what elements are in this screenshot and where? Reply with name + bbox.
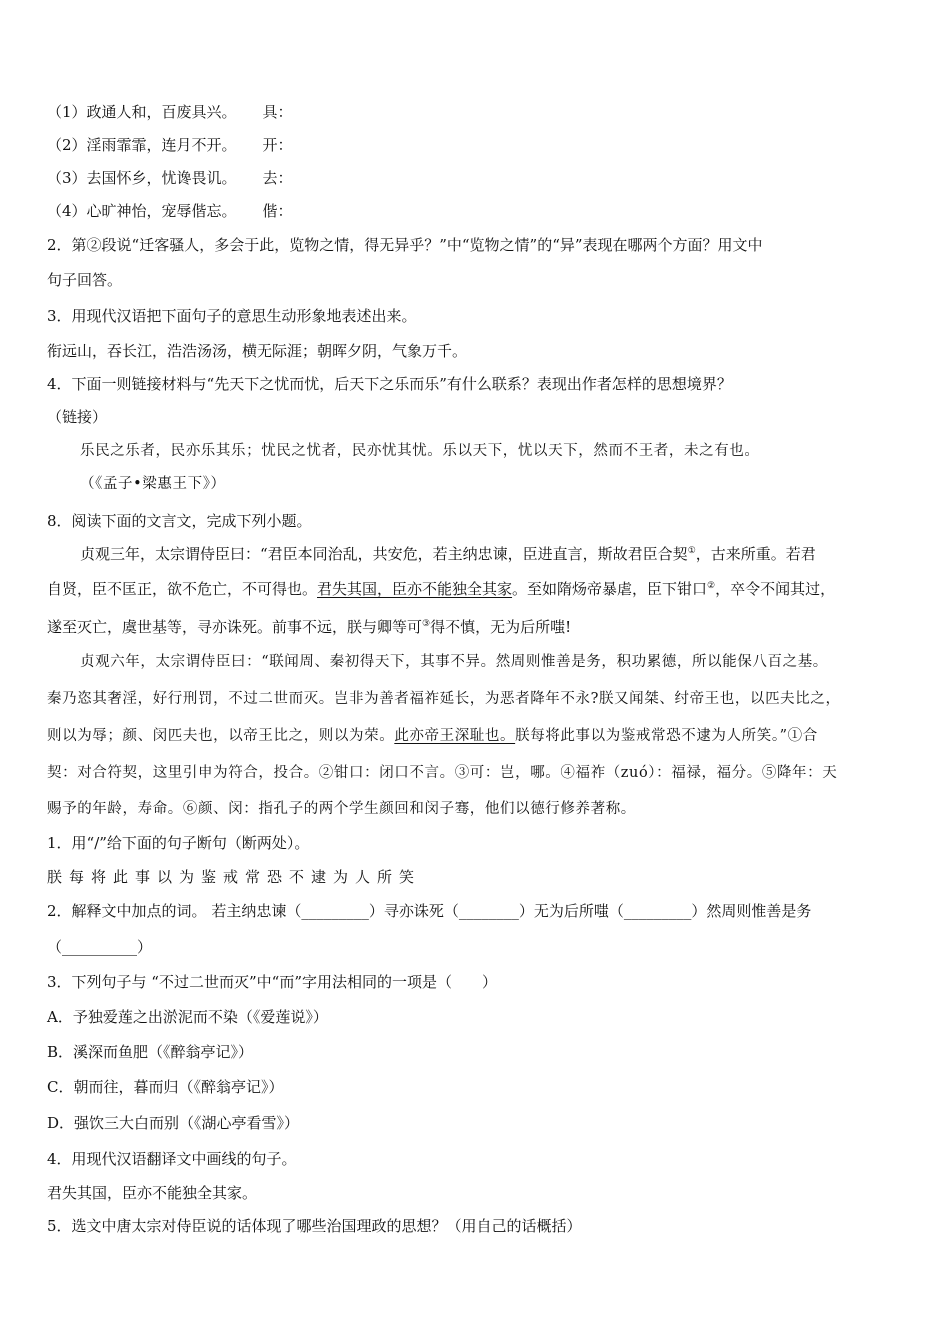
footnotes-line2: 赐予的年龄，寿命。⑥颜、闵：指孔子的两个学生颜回和闵子骞，他们以德行修养著称。 — [47, 801, 636, 817]
question-2-line1: 2．第②段说“迁客骚人，多会于此，览物之情，得无异乎？”中“览物之情”的“异”表现在哪两个方面？用文中 — [47, 236, 763, 254]
footnotes-line1: 契：对合符契，这里引申为符合，投合。②钳口：闭口不言。③可：岂，哪。④福祚（zuó）：福禄，福分。⑤降年：天 — [47, 765, 838, 781]
vocab-item-1 — [47, 101, 293, 123]
link-source: （《孟子•梁惠王下》） — [80, 476, 226, 492]
vocab-item-4 — [47, 200, 293, 222]
vocab-item-3 — [47, 167, 293, 189]
question-8-title: 8．阅读下面的文言文，完成下列小题。 — [47, 512, 312, 530]
question-3-prompt: 3．用现代汉语把下面句子的意思生动形象地表述出来。 — [47, 307, 417, 325]
passage-2-line2: 秦乃恣其奢淫，好行刑罚，不过二世而灭。岂非为善者福祚延长，为恶者降年不永?朕又闻桀、纣帝王也，以匹夫比之， — [47, 691, 841, 707]
sub-question-1-text: 朕每将此事以为鉴戒常恐不逮为人所笑 — [47, 868, 422, 886]
sub-question-1-prompt: 1．用“/”给下面的句子断句（断两处）。 — [47, 834, 310, 852]
sub-question-4-prompt: 4．用现代汉语翻译文中画线的句子。 — [47, 1150, 297, 1168]
question-4-prompt: 4．下面一则链接材料与“先天下之忧而忧，后天下之乐而乐”有什么联系？表现出作者怎样的思想境界？ — [47, 375, 732, 393]
question-2-line2: 句子回答。 — [47, 271, 123, 289]
passage-2-line3: 则以为辱；颜、闵匹夫也，以帝王比之，则以为荣。此亦帝王深耻也。朕每将此事以为鉴戒常恐不逮为人所笑。”①合 — [47, 728, 818, 744]
sub-question-5-prompt: 5．选文中唐太宗对侍臣说的话体现了哪些治国理政的思想？（用自己的话概括） — [47, 1217, 582, 1235]
sub-question-4-text: 君失其国，臣亦不能独全其家。 — [47, 1184, 258, 1202]
link-text: 乐民之乐者，民亦乐其乐；忧民之忧者，民亦忧其忧。乐以天下，忧以天下，然而不王者，未之有也。 — [80, 443, 760, 459]
vocab-word: 偕： — [262, 202, 293, 220]
sub-question-3-prompt: 3．下列句子与 “不过二世而灭”中“而”字用法相同的一项是（ ） — [47, 973, 497, 991]
passage-1-line2: 自贤，臣不匡正，欲不危亡，不可得也。君失其国，臣亦不能独全其家。至如隋炀帝暴虐，臣下钳口②，卒令不闻其过， — [47, 580, 836, 598]
sub-question-2-line1: 2．解释文中加点的词。 若主纳忠谏（_________）寻亦诛死（________）无为后所嗤（_________）然周则惟善是务 — [47, 902, 812, 920]
vocab-word: 开： — [262, 136, 293, 154]
option-a: A．予独爱莲之出淤泥而不染（《爱莲说》） — [47, 1008, 328, 1026]
vocab-sentence: （1）政通人和，百废具兴。 — [47, 103, 237, 121]
vocab-sentence: （2）淫雨霏霏，连月不开。 — [47, 136, 237, 154]
option-b: B．溪深而鱼肥（《醉翁亭记》） — [47, 1043, 254, 1061]
vocab-item-2 — [47, 134, 293, 156]
vocab-word: 去： — [262, 169, 293, 187]
underlined-sentence-1: 君失其国，臣亦不能独全其家 — [317, 580, 513, 598]
vocab-sentence: （3）去国怀乡，忧谗畏讥。 — [47, 169, 237, 187]
passage-1-line1: 贞观三年，太宗谓侍臣曰：“君臣本同治乱，共安危，若主纳忠谏，臣进直言，斯故君臣合契①，古来所重。若君 — [80, 545, 816, 563]
link-label: （链接） — [47, 408, 108, 426]
vocab-sentence: （4）心旷神怡，宠辱偕忘。 — [47, 202, 237, 220]
underlined-sentence-2: 此亦帝王深耻也。 — [394, 728, 516, 744]
passage-1-line3: 遂至灭亡，虞世基等，寻亦诛死。前事不远，朕与卿等可③得不慎，无为后所嗤! — [47, 618, 572, 636]
vocab-word: 具： — [262, 103, 293, 121]
option-d: D．强饮三大白而别（《湖心亭看雪》） — [47, 1114, 300, 1132]
option-c: C．朝而往，暮而归（《醉翁亭记》） — [47, 1078, 284, 1096]
sub-question-2-line2: （__________） — [47, 938, 153, 956]
question-3-text: 衔远山，吞长江，浩浩汤汤，横无际涯；朝晖夕阴，气象万千。 — [47, 342, 468, 360]
passage-2-line1: 贞观六年，太宗谓侍臣曰：“联闻周、秦初得天下，其事不异。然周则惟善是务，积功累德，所以能保八百之基。 — [80, 654, 828, 670]
